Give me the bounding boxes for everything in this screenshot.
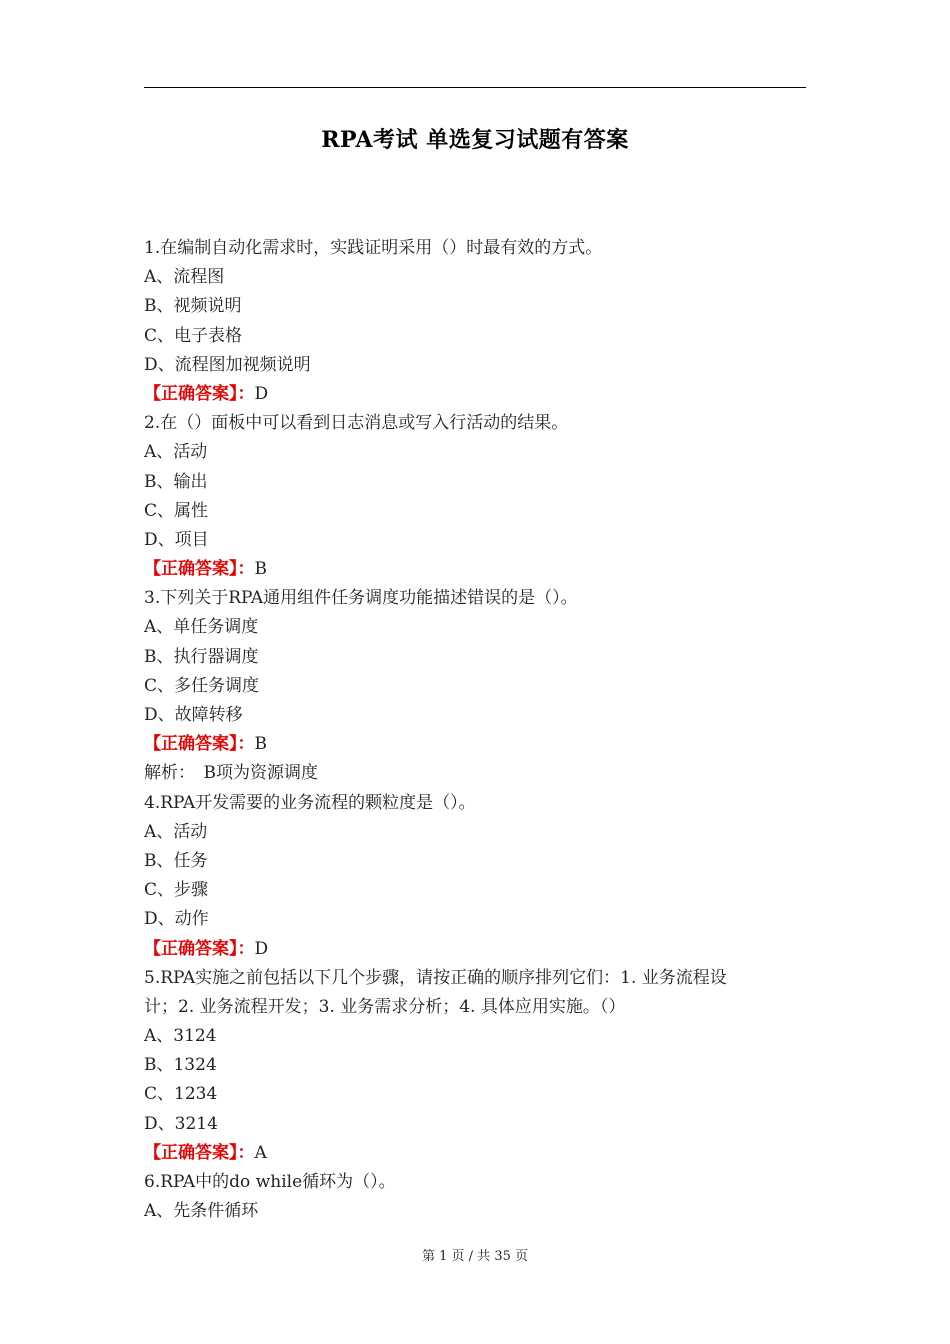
option-d: D、动作 — [144, 909, 209, 930]
option-a: A、3124 — [144, 1026, 217, 1047]
option-c: C、属性 — [144, 500, 209, 521]
option-c: C、多任务调度 — [144, 675, 260, 696]
answer-tag: 【正确答案】： — [144, 559, 255, 580]
question-stem-line-2: 计；2. 业务流程开发；3. 业务需求分析；4. 具体应用实施。（） — [144, 996, 626, 1017]
option-a: A、单任务调度 — [144, 617, 259, 638]
option-d: D、流程图加视频说明 — [144, 354, 311, 375]
analysis-line: 解析： B项为资源调度 — [144, 763, 318, 784]
answer-tag: 【正确答案】： — [144, 1142, 255, 1163]
question-stem: 1.在编制自动化需求时，实践证明采用（）时最有效的方式。 — [144, 238, 603, 258]
option-b: B、输出 — [144, 471, 208, 492]
option-d: D、项目 — [144, 529, 209, 550]
header-rule — [144, 87, 806, 88]
option-a: A、先条件循环 — [144, 1201, 259, 1222]
answer-value: B — [254, 734, 267, 755]
question-stem: 4.RPA开发需要的业务流程的颗粒度是（）。 — [144, 792, 476, 813]
option-b: B、1324 — [144, 1055, 217, 1076]
question-stem: 6.RPA中的do while循环为（）。 — [144, 1172, 396, 1192]
answer-line — [144, 1139, 806, 1168]
answer-tag: 【正确答案】： — [144, 734, 255, 755]
answer-line — [144, 555, 806, 584]
question-stem: 3.下列关于RPA通用组件任务调度功能描述错误的是（）。 — [144, 588, 578, 609]
option-a: A、活动 — [144, 821, 208, 842]
option-a: A、活动 — [144, 442, 208, 463]
page-footer: 第 1 页 / 共 35 页 — [422, 1249, 528, 1264]
answer-value: D — [254, 383, 269, 404]
option-d: D、3214 — [144, 1113, 218, 1134]
document-title: RPA考试 单选复习试题有答案 — [321, 127, 629, 153]
question-list — [144, 234, 806, 1226]
option-b: B、任务 — [144, 850, 208, 871]
answer-line — [144, 935, 806, 964]
option-d: D、故障转移 — [144, 705, 243, 725]
question-stem-line-1: 5.RPA实施之前包括以下几个步骤，请按正确的顺序排列它们：1. 业务流程设 — [144, 967, 727, 988]
option-c: C、1234 — [144, 1084, 218, 1105]
answer-tag: 【正确答案】： — [144, 383, 255, 404]
option-b: B、视频说明 — [144, 296, 242, 317]
answer-tag: 【正确答案】： — [144, 938, 255, 959]
answer-value: D — [254, 938, 269, 959]
answer-value: A — [254, 1142, 267, 1163]
option-b: B、执行器调度 — [144, 646, 259, 667]
option-c: C、步骤 — [144, 880, 209, 901]
option-c: C、电子表格 — [144, 325, 243, 346]
answer-line — [144, 730, 806, 759]
option-a: A、流程图 — [144, 267, 225, 288]
answer-line — [144, 380, 806, 409]
answer-value: B — [254, 559, 267, 580]
question-stem: 2.在（）面板中可以看到日志消息或写入行活动的结果。 — [144, 413, 569, 434]
